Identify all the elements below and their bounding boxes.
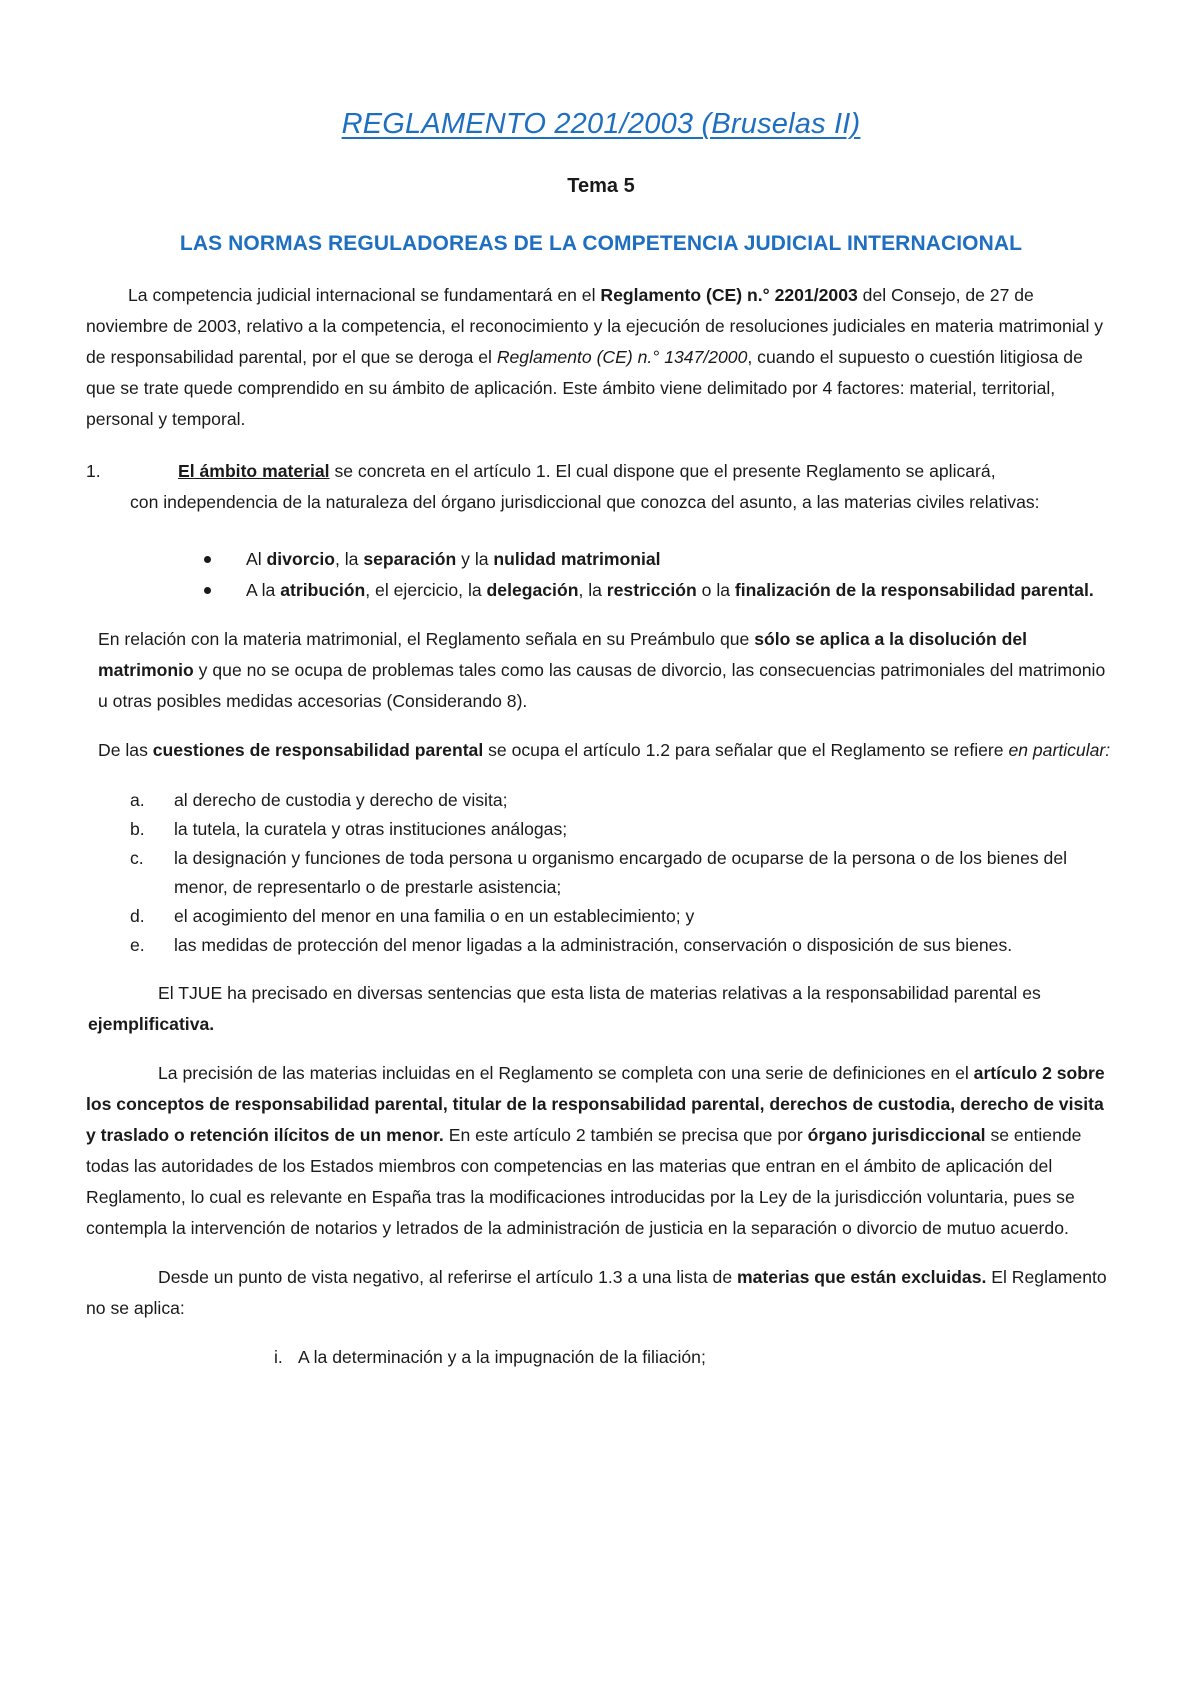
list-item: [130, 844, 1116, 902]
text-run: En este artículo 2 también se precisa que por: [443, 1125, 808, 1145]
numbered-item-1: [86, 456, 1116, 518]
bullet-icon: [204, 587, 211, 594]
text-run: del Consejo, de 27 de noviembre de 2003, relativo a la competencia, el reconocimiento y la ejecución de resoluciones judiciales en materia matrimonial y de responsabilidad parental, por el que se deroga el: [86, 285, 1104, 367]
definitions-paragraph: [86, 1058, 1116, 1244]
text-run: Al: [246, 549, 267, 569]
italic-run: Reglamento (CE) n.° 1347/2000: [496, 347, 748, 367]
numbered-item-first-line: [106, 456, 1116, 487]
bold-run: separación: [363, 549, 457, 569]
matrimonial-paragraph: [86, 624, 1116, 717]
text-run: La competencia judicial internacional se fundamentará en el: [128, 285, 601, 305]
list-item: [130, 815, 1116, 844]
lettered-list: [86, 786, 1116, 960]
italic-run: en particular:: [1008, 740, 1111, 760]
exclusions-paragraph: [86, 1262, 1116, 1324]
list-item-text: A la determinación y a la impugnación de la filiación;: [298, 1347, 706, 1367]
list-letter: a.: [130, 790, 145, 810]
text-run: , cuando el supuesto o cuestión litigiosa de que se trate quede comprendido en su ámbito de aplicación. Este ámbito viene delimitado por 4 factores: material, territorial, personal y temporal.: [86, 347, 1083, 429]
list-item: [130, 902, 1116, 931]
bullet-icon: [204, 556, 211, 563]
list-numeral: i.: [274, 1347, 283, 1367]
numbered-item-continuation: con independencia de la naturaleza del órgano jurisdiccional que conozca del asunto, a las materias civiles relativas:: [130, 492, 1040, 512]
text-run: y la: [456, 549, 494, 569]
text-run: De las: [98, 740, 153, 760]
bold-run: materias que están excluidas.: [737, 1267, 987, 1287]
list-letter: d.: [130, 906, 145, 926]
text-run: En relación con la materia matrimonial, el Reglamento señala en su Preámbulo que: [98, 629, 755, 649]
tjue-paragraph: [86, 978, 1116, 1040]
bold-run: Reglamento (CE) n.° 2201/2003: [600, 285, 858, 305]
bold-run: delegación: [486, 580, 579, 600]
list-letter: c.: [130, 848, 144, 868]
list-item-text: el acogimiento del menor en una familia o en un establecimiento; y: [174, 906, 695, 926]
list-letter: b.: [130, 819, 145, 839]
document-title: REGLAMENTO 2201/2003 (Bruselas II): [341, 108, 861, 140]
list-item-text: la tutela, la curatela y otras instituciones análogas;: [174, 819, 568, 839]
text-run: se ocupa el artículo 1.2 para señalar que el Reglamento se refiere: [483, 740, 1009, 760]
list-item: [204, 575, 1116, 606]
bold-run: ejemplificativa.: [88, 1014, 215, 1034]
bold-run: órgano jurisdiccional: [807, 1125, 986, 1145]
bold-run: nulidad matrimonial: [493, 549, 661, 569]
list-item: [204, 544, 1116, 575]
text-run: , la: [578, 580, 607, 600]
text-run: se concreta en el artículo 1. El cual dispone que el presente Reglamento se aplicará,: [329, 461, 996, 481]
list-item: [274, 1342, 1116, 1373]
list-item-text: al derecho de custodia y derecho de visita;: [174, 790, 508, 810]
text-run: , la: [334, 549, 364, 569]
bold-run: artículo 2 sobre los conceptos de responsabilidad parental, titular de la responsabilidad parental, derechos de custodia, derecho de visita y traslado o retención ilícitos de un menor.: [86, 1063, 1105, 1145]
list-number: 1.: [86, 461, 101, 481]
parental-paragraph: [86, 735, 1116, 766]
text-run: La precisión de las materias incluidas en el Reglamento se completa con una serie de definiciones en el: [158, 1063, 974, 1083]
tema-label: Tema 5: [567, 175, 635, 197]
bold-run: atribución: [280, 580, 366, 600]
bold-run: divorcio: [266, 549, 335, 569]
text-run: y que no se ocupa de problemas tales como las causas de divorcio, las consecuencias patrimoniales del matrimonio u otras posibles medidas accesorias (Considerando 8).: [98, 660, 1106, 711]
intro-paragraph: [86, 280, 1116, 435]
text-run: o la: [696, 580, 735, 600]
section-heading: LAS NORMAS REGULADOREAS DE LA COMPETENCIA JUDICIAL INTERNACIONAL: [179, 232, 1023, 255]
list-item-text: la designación y funciones de toda persona u organismo encargado de ocuparse de la persona o de los bienes del menor, de representarlo o de prestarle asistencia;: [174, 848, 1068, 897]
text-run: Desde un punto de vista negativo, al referirse el artículo 1.3 a una lista de: [158, 1267, 737, 1287]
text-run: A la: [246, 580, 281, 600]
text-run: El TJUE ha precisado en diversas sentencias que esta lista de materias relativas a la responsabilidad parental es: [158, 983, 1041, 1003]
list-item-text: las medidas de protección del menor ligadas a la administración, conservación o disposición de sus bienes.: [174, 935, 1013, 955]
bold-run: restricción: [606, 580, 697, 600]
text-run: se entiende todas las autoridades de los Estados miembros con competencias en las materias que entran en el ámbito de aplicación del Reglamento, lo cual es relevante en España tras la modificaciones introducidas por la Ley de la jurisdicción voluntaria, pues se contempla la intervención de notarios y letrados de la administración de justicia en la separación o divorcio de mutuo acuerdo.: [86, 1125, 1082, 1238]
bold-run: sólo se aplica a la disolución del matrimonio: [98, 629, 1028, 680]
list-item: [130, 931, 1116, 960]
list-item: [130, 786, 1116, 815]
text-run: , el ejercicio, la: [365, 580, 487, 600]
bold-run: cuestiones de responsabilidad parental: [152, 740, 484, 760]
bold-run: finalización de la responsabilidad parental.: [734, 580, 1094, 600]
list-letter: e.: [130, 935, 145, 955]
roman-list: [86, 1342, 1116, 1373]
numbered-item-content: [106, 456, 1116, 518]
bullet-list: [86, 544, 1116, 606]
bold-underline-run: El ámbito material: [178, 461, 330, 481]
text-run: El Reglamento no se aplica:: [86, 1267, 1107, 1318]
